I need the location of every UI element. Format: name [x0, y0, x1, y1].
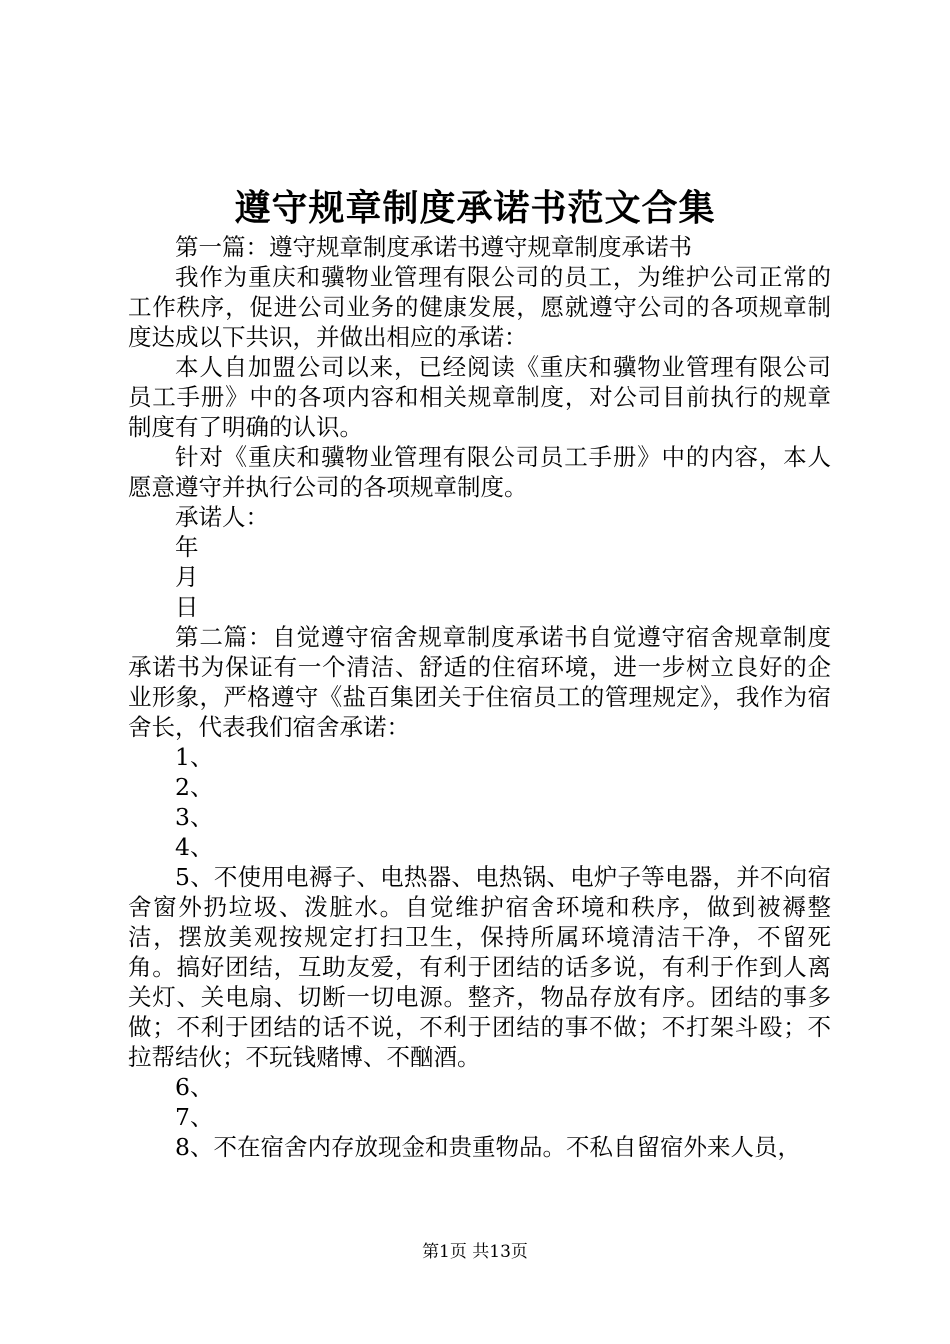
list-item: 3、	[175, 803, 214, 831]
list-item: 8、不在宿舍内存放现金和贵重物品。不私自留宿外来人员，	[175, 1133, 801, 1161]
list-item: 2、	[175, 773, 214, 801]
paragraph: 我作为重庆和骥物业管理有限公司的员工，为维护公司正常的工作秩序，促进公司业务的健康发展，愿就遵守公司的各项规章制度达成以下共识，并做出相应的承诺：	[128, 263, 831, 351]
list-item: 5、不使用电褥子、电热器、电热锅、电炉子等电器，并不向宿舍窗外扔垃圾、泼脏水。自觉维护宿舍环境和秩序，做到被褥整洁，摆放美观按规定打扫卫生，保持所属环境清洁干净，不留死角。搞好团结，互助友爱，有利于团结的话多说，有利于作到人离关灯、关电扇、切断一切电源。整齐，物品存放有序。团结的事多做；不利于团结的话不说，不利于团结的事不做；不打架斗殴；不拉帮结伙；不玩钱赌博、不酗酒。	[128, 863, 831, 1071]
document-body	[128, 232, 831, 1162]
date-year: 年	[175, 533, 199, 561]
list-item: 7、	[175, 1103, 214, 1131]
signatory-label: 承诺人：	[175, 503, 269, 531]
list-item: 4、	[175, 833, 214, 861]
document-title: 遵守规章制度承诺书范文合集	[234, 187, 716, 229]
page-footer: 第1页 共13页	[422, 1242, 528, 1262]
section-heading: 第二篇：自觉遵守宿舍规章制度承诺书自觉遵守宿舍规章制度承诺书为保证有一个清洁、舒适的住宿环境，进一步树立良好的企业形象，严格遵守《盐百集团关于住宿员工的管理规定》，我作为宿舍长，代表我们宿舍承诺：	[128, 623, 831, 741]
list-item: 6、	[175, 1073, 214, 1101]
section-heading: 第一篇：遵守规章制度承诺书遵守规章制度承诺书	[175, 233, 692, 261]
list-item: 1、	[175, 743, 214, 771]
paragraph: 针对《重庆和骥物业管理有限公司员工手册》中的内容，本人愿意遵守并执行公司的各项规章制度。	[128, 443, 831, 501]
date-month: 月	[175, 563, 199, 591]
paragraph: 本人自加盟公司以来，已经阅读《重庆和骥物业管理有限公司员工手册》中的各项内容和相关规章制度，对公司目前执行的规章制度有了明确的认识。	[128, 353, 831, 441]
date-day: 日	[175, 593, 199, 621]
